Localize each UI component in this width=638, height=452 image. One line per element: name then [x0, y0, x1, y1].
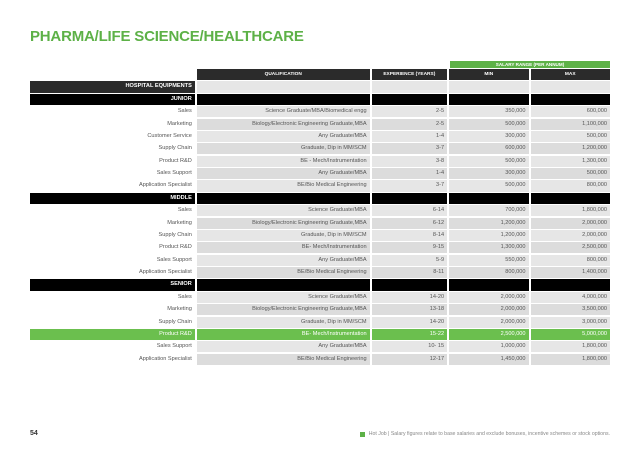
qualification-cell: Science Graduate/MBA: [197, 292, 370, 303]
min-salary-cell: 1,450,000: [449, 354, 528, 365]
table-body: [30, 94, 610, 365]
qualification-cell: Biology/Electronic Engineering Graduate,MBA: [197, 304, 370, 315]
experience-cell: 3-7: [372, 143, 447, 154]
role-cell: Marketing: [167, 120, 192, 127]
min-salary-cell: 500,000: [449, 119, 528, 130]
max-salary-cell: 600,000: [531, 106, 610, 117]
experience-cell: 10- 15: [372, 341, 447, 352]
table-row: [30, 218, 610, 229]
max-salary-cell: 5,000,000: [531, 329, 610, 340]
role-cell: Sales: [177, 108, 192, 115]
role-cell: Product R&D: [159, 157, 192, 164]
table-row: [30, 354, 610, 365]
section-row: [30, 94, 610, 105]
role-cell: Application Specialist: [138, 355, 192, 362]
role-cell: Sales: [177, 207, 192, 214]
max-salary-cell: 1,200,000: [531, 143, 610, 154]
max-salary-cell: 2,000,000: [531, 230, 610, 241]
table-row: [30, 205, 610, 216]
min-salary-cell: 600,000: [449, 143, 528, 154]
max-salary-cell: 1,400,000: [531, 267, 610, 278]
max-salary-cell: 800,000: [531, 255, 610, 266]
min-salary-cell: 500,000: [449, 156, 528, 167]
experience-cell: 2-5: [372, 106, 447, 117]
min-salary-cell: 1,300,000: [449, 242, 528, 253]
role-cell: Product R&D: [30, 329, 195, 340]
experience-cell: 14-20: [372, 292, 447, 303]
experience-cell: 12-17: [372, 354, 447, 365]
table-header-row: [30, 69, 610, 80]
section-rows: [30, 292, 610, 365]
qualification-cell: Any Graduate/MBA: [197, 255, 370, 266]
max-salary-cell: 1,800,000: [531, 341, 610, 352]
qualification-cell: Science Graduate/MBA/Biomedical engg: [197, 106, 370, 117]
min-salary-cell: 500,000: [449, 180, 528, 191]
qualification-cell: BE- Mech/Instrumentation: [197, 329, 370, 340]
experience-cell: 15-22: [372, 329, 447, 340]
role-cell: Application Specialist: [138, 269, 192, 275]
min-salary-cell: 1,200,000: [449, 230, 528, 241]
min-salary-cell: 300,000: [449, 168, 528, 179]
header-max: MAX: [531, 69, 610, 80]
role-cell: Sales Support: [156, 343, 192, 350]
role-cell: Product R&D: [159, 244, 192, 251]
max-salary-cell: 3,500,000: [531, 304, 610, 315]
table-row: [30, 156, 610, 167]
table-row: [30, 317, 610, 328]
table-row: [30, 242, 610, 253]
role-cell: Sales Support: [156, 256, 192, 263]
role-cell: Supply Chain: [158, 145, 192, 152]
min-salary-cell: 550,000: [449, 255, 528, 266]
qualification-cell: Biology/Electronic Engineering Graduate,MBA: [197, 119, 370, 130]
salary-range-header: SALARY RANGE (PER ANNUM): [450, 61, 610, 68]
footnote: [360, 431, 610, 437]
section-row: [30, 193, 610, 204]
table-row: [30, 329, 610, 340]
table-row: [30, 180, 610, 191]
hot-job-legend-square-icon: [360, 432, 365, 437]
role-cell: Sales: [177, 293, 192, 300]
max-salary-cell: 1,800,000: [531, 354, 610, 365]
qualification-cell: Any Graduate/MBA: [197, 341, 370, 352]
min-salary-cell: 350,000: [449, 106, 528, 117]
qualification-cell: BE- Mech/Instrumentation: [197, 242, 370, 253]
max-salary-cell: 1,100,000: [531, 119, 610, 130]
qualification-cell: BE/Bio Medical Engineering: [197, 354, 370, 365]
qualification-cell: Science Graduate/MBA: [197, 205, 370, 216]
section-rows: [30, 205, 610, 278]
section-label: MIDDLE: [30, 193, 195, 204]
max-salary-cell: 2,500,000: [531, 242, 610, 253]
page-footer: [0, 428, 638, 444]
experience-cell: 8-11: [372, 267, 447, 278]
role-cell: Sales Support: [156, 170, 192, 176]
table-row: [30, 255, 610, 266]
table-row: [30, 131, 610, 142]
experience-cell: 3-8: [372, 156, 447, 167]
experience-cell: 3-7: [372, 180, 447, 191]
min-salary-cell: 2,000,000: [449, 292, 528, 303]
qualification-cell: Graduate, Dip in MM/SCM: [197, 143, 370, 154]
category-row: [30, 81, 610, 92]
experience-cell: 14-20: [372, 317, 447, 328]
experience-cell: 8-14: [372, 230, 447, 241]
max-salary-cell: 2,000,000: [531, 218, 610, 229]
role-cell: Customer Service: [147, 132, 192, 139]
qualification-cell: BE/Bio Medical Engineering: [197, 180, 370, 191]
table-row: [30, 168, 610, 179]
experience-cell: 5-9: [372, 255, 447, 266]
max-salary-cell: 500,000: [531, 131, 610, 142]
max-salary-cell: 3,000,000: [531, 317, 610, 328]
experience-cell: 2-5: [372, 119, 447, 130]
max-salary-cell: 1,300,000: [531, 156, 610, 167]
role-cell: Application Specialist: [138, 182, 192, 189]
category-label: HOSPITAL EQUIPMENTS: [30, 81, 195, 92]
role-cell: Supply Chain: [158, 318, 192, 325]
role-cell: Supply Chain: [158, 231, 192, 238]
section-rows: [30, 106, 610, 191]
table-row: [30, 230, 610, 241]
min-salary-cell: 800,000: [449, 267, 528, 278]
header-role: [30, 69, 195, 80]
qualification-cell: BE - Mech/Instrumentation: [197, 156, 370, 167]
max-salary-cell: 1,800,000: [531, 205, 610, 216]
section-row: [30, 279, 610, 290]
qualification-cell: Any Graduate/MBA: [197, 168, 370, 179]
experience-cell: 13-18: [372, 304, 447, 315]
min-salary-cell: 1,000,000: [449, 341, 528, 352]
min-salary-cell: 300,000: [449, 131, 528, 142]
qualification-cell: Any Graduate/MBA: [197, 131, 370, 142]
experience-cell: 9-15: [372, 242, 447, 253]
min-salary-cell: 2,500,000: [449, 329, 528, 340]
page-number: 54: [30, 430, 38, 437]
min-salary-cell: 2,000,000: [449, 317, 528, 328]
qualification-cell: Graduate, Dip in MM/SCM: [197, 230, 370, 241]
page-title: PHARMA/LIFE SCIENCE/HEALTHCARE: [30, 28, 304, 45]
salary-table: [30, 61, 610, 366]
section-label: SENIOR: [30, 279, 195, 290]
table-row: [30, 341, 610, 352]
experience-cell: 1-4: [372, 131, 447, 142]
table-row: [30, 119, 610, 130]
table-row: [30, 292, 610, 303]
experience-cell: 1-4: [372, 168, 447, 179]
table-row: [30, 143, 610, 154]
role-cell: Marketing: [167, 306, 192, 313]
header-experience: EXPERIENCE (YEARS): [372, 69, 447, 80]
table-row: [30, 267, 610, 278]
min-salary-cell: 2,000,000: [449, 304, 528, 315]
experience-cell: 6-12: [372, 218, 447, 229]
table-row: [30, 304, 610, 315]
table-row: [30, 106, 610, 117]
section-label: JUNIOR: [30, 94, 195, 105]
role-cell: Marketing: [167, 219, 192, 226]
max-salary-cell: 500,000: [531, 168, 610, 179]
max-salary-cell: 4,000,000: [531, 292, 610, 303]
qualification-cell: BE/Bio Medical Engineering: [197, 267, 370, 278]
min-salary-cell: 700,000: [449, 205, 528, 216]
qualification-cell: Biology/Electronic Engineering Graduate,MBA: [197, 218, 370, 229]
header-min: MIN: [449, 69, 528, 80]
header-qualification: QUALIFICATION: [197, 69, 370, 80]
min-salary-cell: 1,200,000: [449, 218, 528, 229]
max-salary-cell: 800,000: [531, 180, 610, 191]
qualification-cell: Graduate, Dip in MM/SCM: [197, 317, 370, 328]
footnote-text: Hot Job | Salary figures relate to base salaries and exclude bonuses, incentive schemes or stock options.: [368, 431, 610, 437]
experience-cell: 6-14: [372, 205, 447, 216]
